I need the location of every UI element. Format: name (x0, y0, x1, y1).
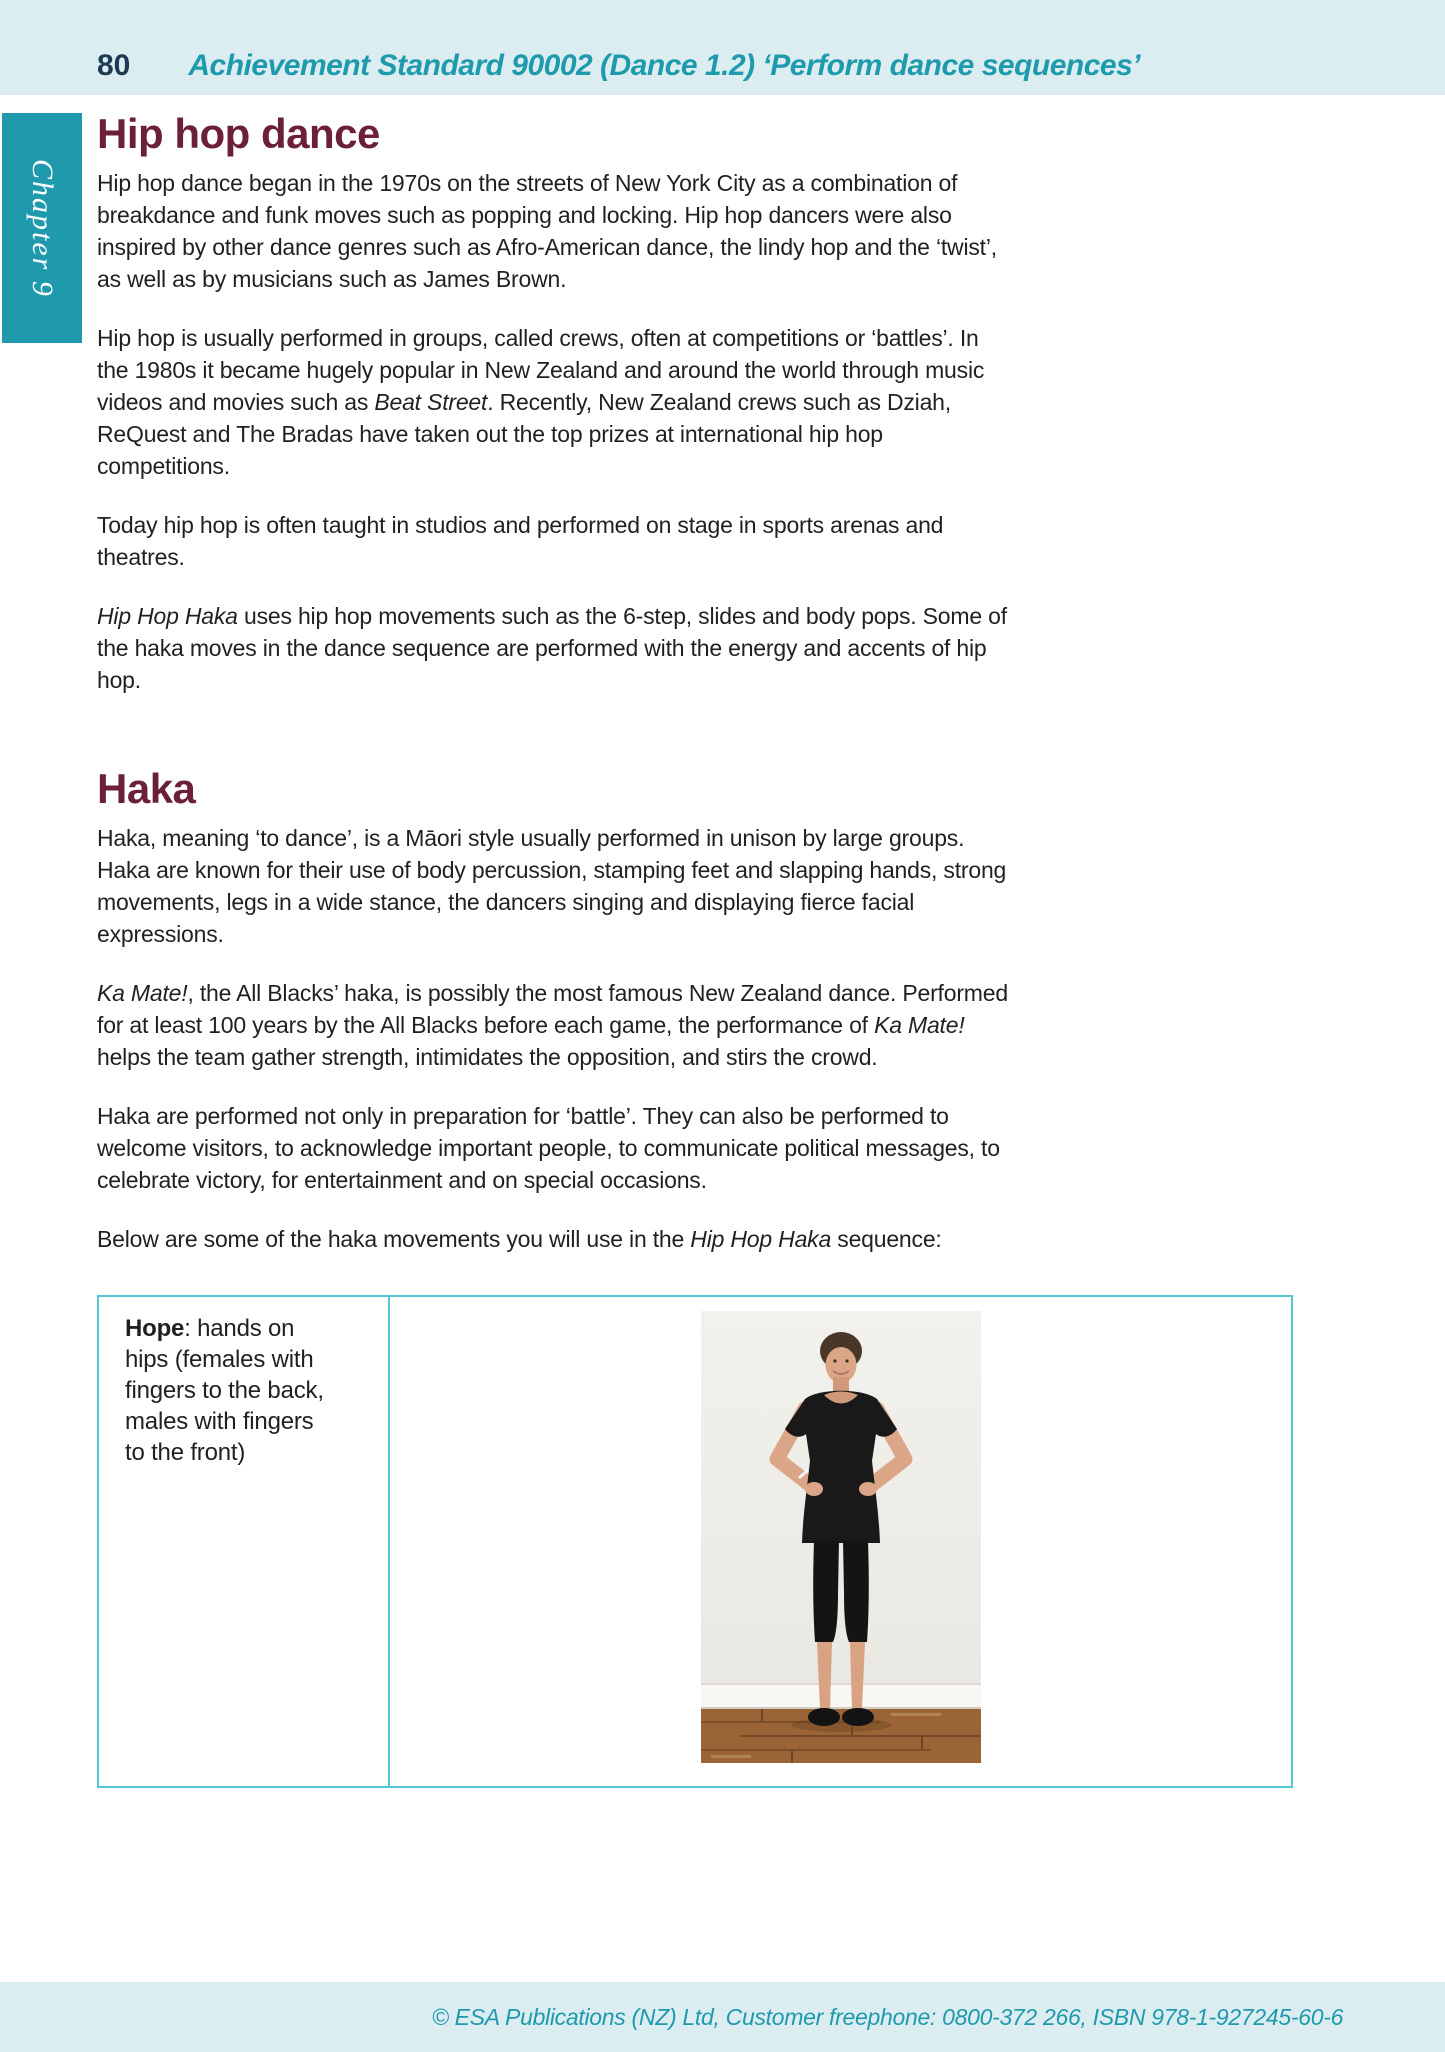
footer-text: © ESA Publications (NZ) Ltd, Customer freephone: 0800-372 266, ISBN 978-1-927245-60-6 (431, 2003, 1344, 2030)
page-number: 80 (97, 49, 131, 82)
paragraph-hiphop-origins: Hip hop dance began in the 1970s on the streets of New York City as a combination of breakdance and funk moves such as popping and locking. Hip hop dancers were also inspired by other dance genres such as Afro-American dance, the lindy hop and the ‘twist’, as well as by musicians such as James Brown. (97, 170, 997, 292)
move-photo-cell (390, 1297, 1291, 1786)
dancer-photo-hands-on-hips (701, 1311, 981, 1763)
section-heading-haka: Haka (97, 765, 196, 812)
paragraph-hiphop-haka-moves: Hip Hop Haka uses hip hop movements such as the 6-step, slides and body pops. Some of the haka moves in the dance sequence are performed with the energy and accents of hip hop. (97, 603, 1007, 693)
paragraph-hiphop-today: Today hip hop is often taught in studios and performed on stage in sports arenas and theatres. (97, 512, 944, 570)
paragraph-haka-meaning: Haka, meaning ‘to dance’, is a Māori style usually performed in unison by large groups. Haka are known for their use of body percussion, stamping feet and slapping hands, strong movements, legs in a wide stance, the dancers singing and displaying fierce facial expressions. (97, 825, 1007, 947)
chapter-label: Chapter 9 (26, 158, 59, 298)
page-content (0, 95, 1445, 1788)
header-band (0, 0, 1445, 95)
paragraph-haka-occasions: Haka are performed not only in preparation for ‘battle’. They can also be performed to welcome visitors, to acknowledge important people, to communicate political messages, to celebrate victory, for entertainment and on special occasions. (97, 1103, 1000, 1193)
section-heading-hip-hop-dance: Hip hop dance (97, 110, 380, 157)
paragraph-haka-movements-intro: Below are some of the haka movements you will use in the Hip Hop Haka sequence: (97, 1226, 942, 1252)
move-description-cell: Hope: hands on hips (females with fingers to the back, males with fingers to the front) (99, 1297, 390, 1786)
footer-band (0, 1982, 1445, 2052)
paragraph-hiphop-crews: Hip hop is usually performed in groups, called crews, often at competitions or ‘battles’. In the 1980s it became hugely popular in New Zealand and around the world through music videos and movies such as Beat Street. Recently, New Zealand crews such as Dziah, ReQuest and The Bradas have taken out the top prizes at international hip hop competitions. (97, 325, 985, 479)
header-title: Achievement Standard 90002 (Dance 1.2) ‘Perform dance sequences’ (188, 49, 1141, 82)
haka-movements-table (97, 1295, 1293, 1788)
paragraph-ka-mate: Ka Mate!, the All Blacks’ haka, is possibly the most famous New Zealand dance. Performed for at least 100 years by the All Blacks before each game, the performance of Ka Mate! helps the team gather strength, intimidates the opposition, and stirs the crowd. (97, 980, 1008, 1070)
